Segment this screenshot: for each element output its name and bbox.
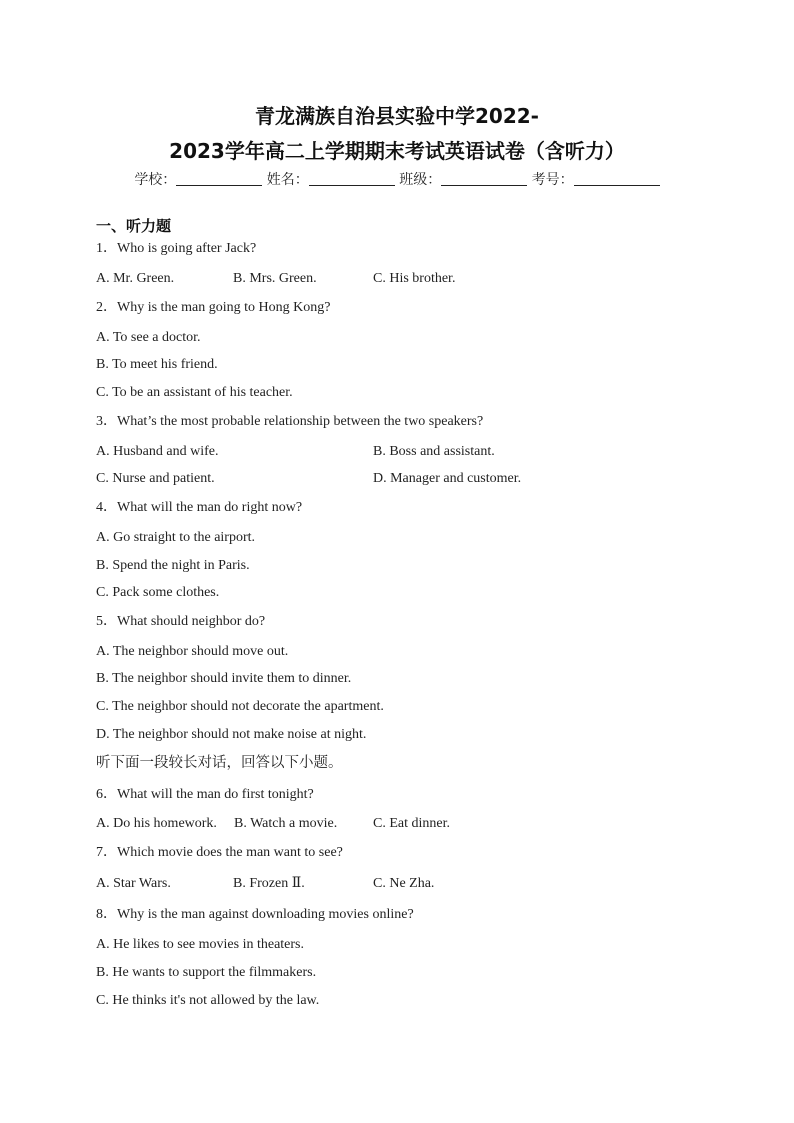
exam-number-blank[interactable]: [574, 171, 660, 186]
option-5b: B. The neighbor should invite them to dinner.: [96, 671, 352, 686]
exam-title-line2: 2023学年高二上学期期末考试英语试卷（含听力）: [169, 139, 625, 163]
exam-number-label: 考号：: [531, 172, 574, 188]
school-label: 学校：: [134, 172, 177, 188]
option-1a: A. Mr. Green.: [96, 271, 175, 286]
instruction-text: 听下面一段较长对话，回答以下小题。: [96, 755, 343, 771]
option-6a: A. Do his homework.: [96, 816, 217, 831]
question-3: 3．What’s the most probable relationship between the two speakers?: [96, 414, 484, 429]
option-7c: C. Ne Zha.: [373, 876, 435, 891]
class-label: 班级：: [399, 172, 442, 188]
option-7a: A. Star Wars.: [96, 876, 171, 891]
option-2a: A. To see a doctor.: [96, 330, 201, 345]
question-4: 4．What will the man do right now?: [96, 500, 303, 515]
option-1c: C. His brother.: [373, 271, 456, 286]
option-8a: A. He likes to see movies in theaters.: [96, 937, 305, 952]
question-1: 1．Who is going after Jack?: [96, 241, 257, 256]
option-4c: C. Pack some clothes.: [96, 585, 220, 600]
option-7b: B. Frozen Ⅱ.: [233, 876, 305, 891]
option-3d: D. Manager and customer.: [373, 471, 522, 486]
option-4b: B. Spend the night in Paris.: [96, 558, 250, 573]
option-3b: B. Boss and assistant.: [373, 444, 495, 459]
name-label: 姓名：: [266, 172, 309, 188]
option-5d: D. The neighbor should not make noise at night.: [96, 727, 367, 742]
section-heading: 一、听力题: [96, 217, 172, 235]
option-4a: A. Go straight to the airport.: [96, 530, 256, 545]
option-6b: B. Watch a movie.: [234, 816, 338, 831]
option-5c: C. The neighbor should not decorate the apartment.: [96, 699, 384, 714]
question-5: 5．What should neighbor do?: [96, 614, 266, 629]
school-blank[interactable]: [176, 171, 262, 186]
question-6: 6．What will the man do first tonight?: [96, 787, 314, 802]
name-blank[interactable]: [309, 171, 395, 186]
option-2c: C. To be an assistant of his teacher.: [96, 385, 293, 400]
student-info-row: [0, 169, 794, 189]
exam-title-line1: 青龙满族自治县实验中学2022-: [255, 104, 539, 128]
class-blank[interactable]: [441, 171, 527, 186]
question-7: 7．Which movie does the man want to see?: [96, 845, 343, 860]
option-8c: C. He thinks it's not allowed by the law.: [96, 993, 320, 1008]
question-2: 2．Why is the man going to Hong Kong?: [96, 300, 331, 315]
option-2b: B. To meet his friend.: [96, 357, 218, 372]
option-8b: B. He wants to support the filmmakers.: [96, 965, 317, 980]
option-3c: C. Nurse and patient.: [96, 471, 215, 486]
option-6c: C. Eat dinner.: [373, 816, 450, 831]
option-1b: B. Mrs. Green.: [233, 271, 317, 286]
option-3a: A. Husband and wife.: [96, 444, 219, 459]
question-8: 8．Why is the man against downloading movies online?: [96, 907, 414, 922]
option-5a: A. The neighbor should move out.: [96, 644, 289, 659]
